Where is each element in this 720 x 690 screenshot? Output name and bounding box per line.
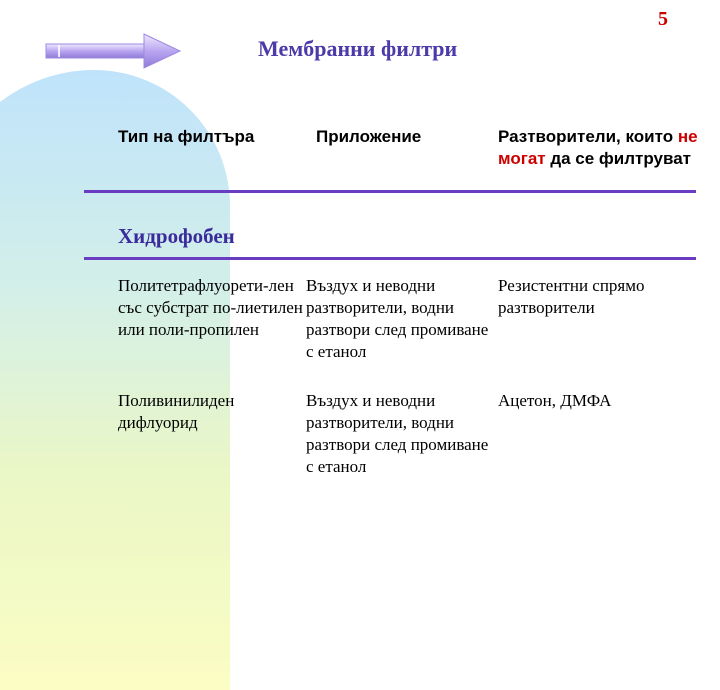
header-application: Приложение bbox=[316, 127, 422, 146]
table-cell-type: Политетрафлуорети-лен със субстрат по-лиетилен или поли-пропилен bbox=[118, 276, 303, 339]
table-cell-type: Поливинилиден дифлуорид bbox=[118, 391, 235, 432]
divider-line bbox=[84, 257, 696, 260]
table-cell-application: Въздух и неводни разтворители, водни разтвори след промиване с етанол bbox=[306, 276, 489, 361]
table-cell-application: Въздух и неводни разтворители, водни разтвори след промиване с етанол bbox=[306, 391, 489, 476]
header-solvents-cannot: могат bbox=[498, 149, 546, 168]
header-filter-type: Тип на филтъра bbox=[118, 127, 255, 146]
table-cell-solvents: Ацетон, ДМФА bbox=[498, 391, 612, 410]
header-solvents-highlight: не bbox=[677, 127, 698, 146]
table-cell-solvents: Резистентни спрямо разтворители bbox=[498, 276, 645, 317]
right-arrow-icon[interactable] bbox=[44, 32, 184, 70]
header-solvents bbox=[498, 126, 720, 170]
section-heading-hydrophobic: Хидрофобен bbox=[118, 224, 235, 248]
page-number: 5 bbox=[658, 8, 668, 30]
header-solvents-tail: да се филтруват bbox=[545, 149, 692, 168]
background-gradient-shape bbox=[0, 70, 230, 690]
divider-line bbox=[84, 190, 696, 193]
header-solvents-text: Разтворители, които bbox=[498, 127, 678, 146]
slide-title: Мембранни филтри bbox=[258, 36, 458, 61]
